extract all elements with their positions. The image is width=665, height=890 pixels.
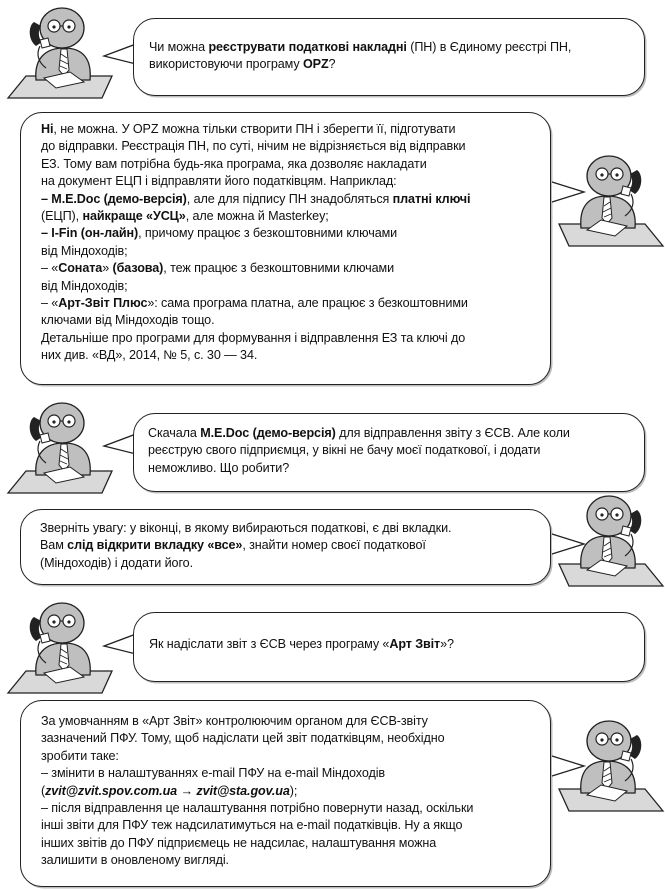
question-bubble-1: Чи можна реєструвати податкові накладні (ПН) в Єдиному реєстрі ПН, використовуючи програму OPZ? (133, 18, 645, 96)
person-figure-a2 (555, 490, 665, 590)
answer-bubble-3: За умовчанням в «Арт Звіт» контролюючим органом для ЄСВ-звіту зазначений ПФУ. Тому, щоб надіслати цей звіт податківцям, необхідно зробити таке: – змінити в налаштуваннях e-mail ПФУ на e-mail Міндоходів (zvit@zvit.spov.com.ua → zvit@sta.gov.ua); – після відправлення це налаштування потрібно повернути назад, оскільки інші звіти для ПФУ теж надсилатимуться на e-mail податківців. Ну а якщо інших звітів до ПФУ підприємець не надсилає, налаштування можна залишити в оновленому вигляді. (20, 700, 551, 887)
person-figure-a1 (555, 150, 665, 250)
answer-bubble-2: Зверніть увагу: у віконці, в якому вибираються податкові, є дві вкладки. Вам слід відкрити вкладку «все», знайти номер своєї податкової (Міндоходів) і додати його. (20, 509, 551, 585)
person-figure-a3 (555, 715, 665, 815)
question-bubble-2: Скачала M.E.Doc (демо-версія) для відправлення звіту з ЄСВ. Але коли реєструю свого підприємця, у вікні не бачу моєї податкової, і додати неможливо. Що робити? (133, 413, 645, 492)
answer-bubble-1: Ні, не можна. У OPZ можна тільки створити ПН і зберегти її, підготувати до відправки. Реєстрація ПН, по суті, нічим не відрізняється від відправки ЕЗ. Тому вам потрібна будь-яка програма, яка дозволяє накладати на документ ЕЦП і відправляти його податківцям. Наприклад: – M.E.Doc (демо-версія), але для підпису ПН знадобляться платні ключі (ЕЦП), найкраще «УСЦ», але можна й Masterkey; – I-Fin (он-лайн), причому працює з безкоштовними ключами від Міндоходів; – «Соната» (базова), теж працює з безкоштовними ключами від Міндоходів; – «Арт-Звіт Плюс»: сама програма платна, але працює з безкоштовними ключами від Міндоходів тощо. Детальніше про програми для формування і відправлення ЕЗ та ключі до них див. «ВД», 2014, № 5, с. 30 — 34. (20, 112, 551, 385)
question-bubble-3: Як надіслати звіт з ЄСВ через програму «Арт Звіт»? (133, 612, 645, 682)
